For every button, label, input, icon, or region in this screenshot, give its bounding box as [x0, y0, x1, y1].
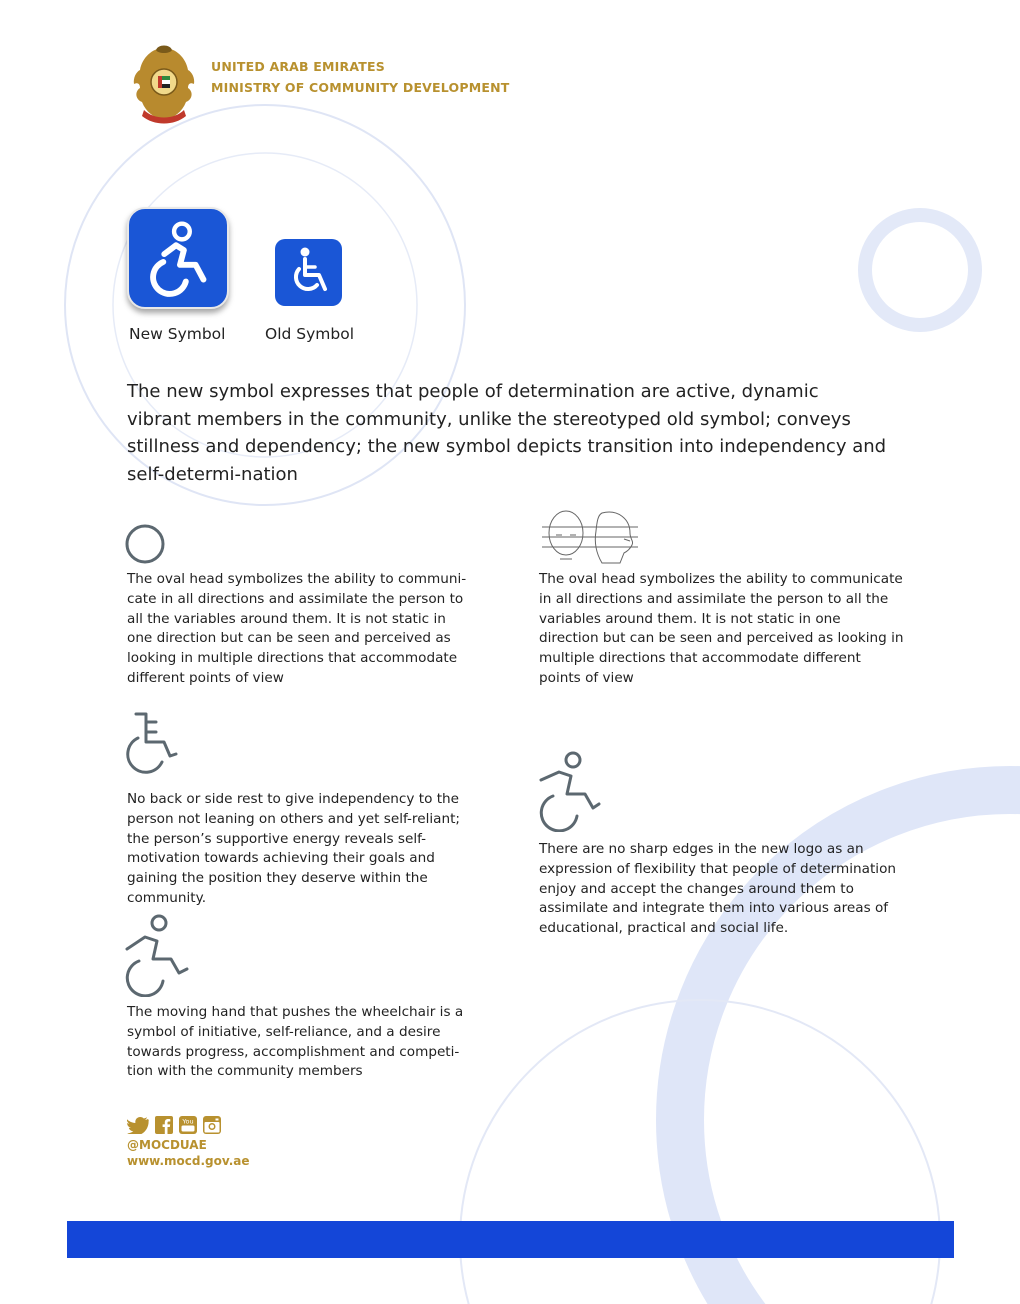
facebook-icon[interactable]	[155, 1116, 173, 1134]
no-back-rest-wheelchair-icon	[120, 712, 186, 778]
instagram-icon[interactable]	[203, 1116, 221, 1134]
intro-paragraph: The new symbol expresses that people of determination are active, dynamic vibrant members in the community, unlike the stereotyped old symbol; conveys stillness and dependency; the new symbol depicts transition into independency and self-determi-nation	[127, 381, 887, 485]
footer-bar	[67, 1221, 954, 1258]
youtube-you-text: You	[182, 1117, 194, 1126]
country-name: UNITED ARAB EMIRATES	[211, 59, 385, 74]
oval-head-description: The oval head symbolizes the ability to communi-cate in all directions and assimilate the person to all the variables around them. It is not static in one direction but can be seen and perceived as looking in multiple directions that accommodate different points of view	[127, 571, 467, 686]
ministry-name: MINISTRY OF COMMUNITY DEVELOPMENT	[211, 80, 510, 95]
no-sharp-edges-description: There are no sharp edges in the new logo as an expression of flexibility that people of determination enjoy and accept the changes around them to assimilate and integrate them into various areas of educational, practical and social life.	[539, 841, 897, 937]
old-symbol-caption: Old Symbol	[265, 325, 355, 343]
page-header	[130, 42, 550, 128]
head-sketch-icon	[540, 507, 640, 565]
youtube-icon[interactable]	[179, 1116, 197, 1134]
new-accessibility-symbol	[127, 207, 229, 309]
old-accessibility-symbol	[275, 239, 342, 306]
no-sharp-edges-wheelchair-icon	[537, 750, 609, 832]
moving-hand-description: The moving hand that pushes the wheelchair is a symbol of initiative, self-reliance, and a desire towards progress, accomplishment and competi-tion with the community members	[127, 1004, 464, 1080]
social-handle[interactable]: @MOCDUAE	[127, 1138, 207, 1152]
twitter-icon[interactable]	[127, 1116, 149, 1134]
oval-head-icon	[123, 522, 167, 566]
new-wheelchair-icon	[129, 209, 227, 307]
new-symbol-caption: New Symbol	[129, 325, 226, 343]
website-link[interactable]: www.mocd.gov.ae	[127, 1154, 250, 1168]
uae-emblem-icon	[130, 42, 198, 126]
old-wheelchair-icon	[275, 239, 342, 306]
social-links	[127, 1116, 227, 1136]
moving-hand-wheelchair-icon	[123, 913, 195, 997]
oval-head-description-right: The oval head symbolizes the ability to communicate in all directions and assimilate the person to all the variables around them. It is not static in one direction but can be seen and perceived as looking in multiple directions that accommodate different points of view	[539, 571, 904, 686]
no-back-rest-description: No back or side rest to give independency to the person not leaning on others and yet self-reliant; the person’s supportive energy reveals self-motivation towards achieving their goals and gaining the position they deserve within the community.	[127, 791, 460, 906]
